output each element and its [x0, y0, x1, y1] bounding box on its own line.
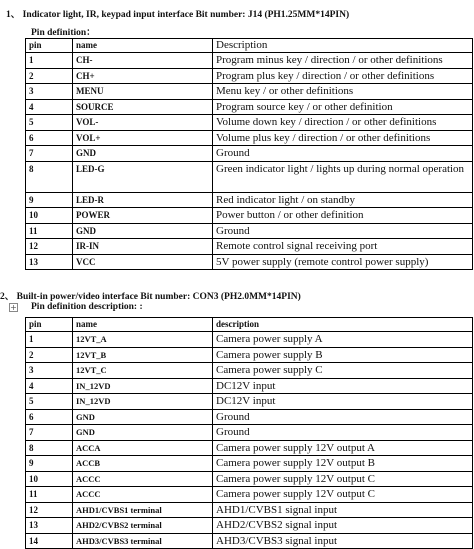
description-cell: AHD3/CVBS3 signal input	[213, 533, 473, 549]
pin-cell: 8	[26, 440, 73, 456]
description-cell: Volume plus key / direction / or other definitions	[213, 130, 473, 146]
section2-subtitle: Pin definition description: :	[31, 302, 143, 312]
table-body	[26, 332, 473, 549]
table-row	[26, 192, 473, 208]
description-cell: Camera power supply A	[213, 332, 473, 348]
column-header-description: description	[213, 318, 473, 332]
section1-title: 1、 Indicator light, IR, keypad input interface Bit number: J14 (PH1.25MM*14PIN)	[6, 10, 350, 20]
name-cell: GND	[73, 146, 213, 162]
pin-cell: 10	[26, 471, 73, 487]
column-header-pin: pin	[26, 39, 73, 53]
table-row	[26, 68, 473, 84]
pin-table-con3	[25, 317, 473, 549]
name-cell: ACCB	[73, 456, 213, 472]
pin-cell: 1	[26, 53, 73, 69]
table-row	[26, 378, 473, 394]
table-row	[26, 425, 473, 441]
table-row	[26, 254, 473, 270]
description-cell: Green indicator light / lights up during normal operation	[213, 161, 473, 192]
name-cell: GND	[73, 409, 213, 425]
name-cell: AHD2/CVBS2 terminal	[73, 518, 213, 534]
table-row	[26, 239, 473, 255]
pin-cell: 11	[26, 223, 73, 239]
description-cell: Program minus key / direction / or other definitions	[213, 53, 473, 69]
column-header-name: name	[73, 318, 213, 332]
pin-cell: 8	[26, 161, 73, 192]
pin-cell: 5	[26, 394, 73, 410]
pin-cell: 3	[26, 84, 73, 100]
pin-cell: 7	[26, 425, 73, 441]
name-cell: IN_12VD	[73, 378, 213, 394]
description-cell: Program plus key / direction / or other definitions	[213, 68, 473, 84]
name-cell: 12VT_B	[73, 347, 213, 363]
table-row	[26, 502, 473, 518]
name-cell: VCC	[73, 254, 213, 270]
table-row	[26, 471, 473, 487]
name-cell: CH-	[73, 53, 213, 69]
table-row	[26, 99, 473, 115]
table-row	[26, 332, 473, 348]
pin-cell: 3	[26, 363, 73, 379]
table-row	[26, 161, 473, 192]
description-cell: Ground	[213, 223, 473, 239]
section1-subtitle: Pin definition：	[31, 28, 96, 38]
name-cell: LED-R	[73, 192, 213, 208]
description-cell: Camera power supply 12V output C	[213, 487, 473, 503]
description-cell: 5V power supply (remote control power supply)	[213, 254, 473, 270]
name-cell: AHD1/CVBS1 terminal	[73, 502, 213, 518]
table-row	[26, 533, 473, 549]
description-cell: Ground	[213, 409, 473, 425]
pin-cell: 6	[26, 130, 73, 146]
table-row	[26, 394, 473, 410]
description-cell: Program source key / or other definition	[213, 99, 473, 115]
table-row	[26, 363, 473, 379]
table-row	[26, 409, 473, 425]
description-cell: Power button / or other definition	[213, 208, 473, 224]
name-cell: AHD3/CVBS3 terminal	[73, 533, 213, 549]
name-cell: ACCC	[73, 487, 213, 503]
description-cell: Volume down key / direction / or other definitions	[213, 115, 473, 131]
table-row	[26, 115, 473, 131]
name-cell: CH+	[73, 68, 213, 84]
name-cell: IN_12VD	[73, 394, 213, 410]
description-cell: Camera power supply C	[213, 363, 473, 379]
description-cell: DC12V input	[213, 394, 473, 410]
table-row	[26, 347, 473, 363]
name-cell: POWER	[73, 208, 213, 224]
description-cell: Ground	[213, 425, 473, 441]
description-cell: Menu key / or other definitions	[213, 84, 473, 100]
name-cell: GND	[73, 425, 213, 441]
table-row	[26, 146, 473, 162]
pin-table-j14	[25, 38, 473, 270]
description-cell: Remote control signal receiving port	[213, 239, 473, 255]
pin-cell: 13	[26, 254, 73, 270]
name-cell: SOURCE	[73, 99, 213, 115]
column-header-name: name	[73, 39, 213, 53]
name-cell: VOL-	[73, 115, 213, 131]
description-cell: Ground	[213, 146, 473, 162]
description-cell: AHD2/CVBS2 signal input	[213, 518, 473, 534]
move-anchor-icon[interactable]: +	[10, 303, 17, 312]
pin-cell: 10	[26, 208, 73, 224]
description-cell: Red indicator light / on standby	[213, 192, 473, 208]
name-cell: ACCA	[73, 440, 213, 456]
pin-cell: 2	[26, 347, 73, 363]
table-body	[26, 53, 473, 270]
table-row	[26, 130, 473, 146]
table-row	[26, 487, 473, 503]
pin-cell: 13	[26, 518, 73, 534]
table-row	[26, 208, 473, 224]
pin-cell: 5	[26, 115, 73, 131]
pin-cell: 9	[26, 456, 73, 472]
name-cell: VOL+	[73, 130, 213, 146]
table-row	[26, 440, 473, 456]
column-header-pin: pin	[26, 318, 73, 332]
pin-cell: 9	[26, 192, 73, 208]
name-cell: ACCC	[73, 471, 213, 487]
description-cell: Camera power supply 12V output B	[213, 456, 473, 472]
description-cell: Camera power supply B	[213, 347, 473, 363]
description-cell: Camera power supply 12V output C	[213, 471, 473, 487]
pin-cell: 4	[26, 99, 73, 115]
table-row	[26, 53, 473, 69]
name-cell: IR-IN	[73, 239, 213, 255]
section2-title: 2、 Built-in power/video interface Bit number: CON3 (PH2.0MM*14PIN)	[0, 292, 301, 302]
name-cell: LED-G	[73, 161, 213, 192]
description-cell: Camera power supply 12V output A	[213, 440, 473, 456]
pin-cell: 12	[26, 239, 73, 255]
description-cell: AHD1/CVBS1 signal input	[213, 502, 473, 518]
name-cell: GND	[73, 223, 213, 239]
pin-cell: 14	[26, 533, 73, 549]
name-cell: MENU	[73, 84, 213, 100]
description-cell: DC12V input	[213, 378, 473, 394]
table-row	[26, 223, 473, 239]
pin-cell: 6	[26, 409, 73, 425]
column-header-description: Description	[213, 39, 473, 53]
pin-cell: 12	[26, 502, 73, 518]
pin-cell: 11	[26, 487, 73, 503]
name-cell: 12VT_A	[73, 332, 213, 348]
table-row	[26, 84, 473, 100]
pin-cell: 7	[26, 146, 73, 162]
table-header-row	[26, 318, 473, 332]
table-row	[26, 456, 473, 472]
table-row	[26, 518, 473, 534]
pin-cell: 1	[26, 332, 73, 348]
table-header-row	[26, 39, 473, 53]
pin-cell: 2	[26, 68, 73, 84]
name-cell: 12VT_C	[73, 363, 213, 379]
pin-cell: 4	[26, 378, 73, 394]
